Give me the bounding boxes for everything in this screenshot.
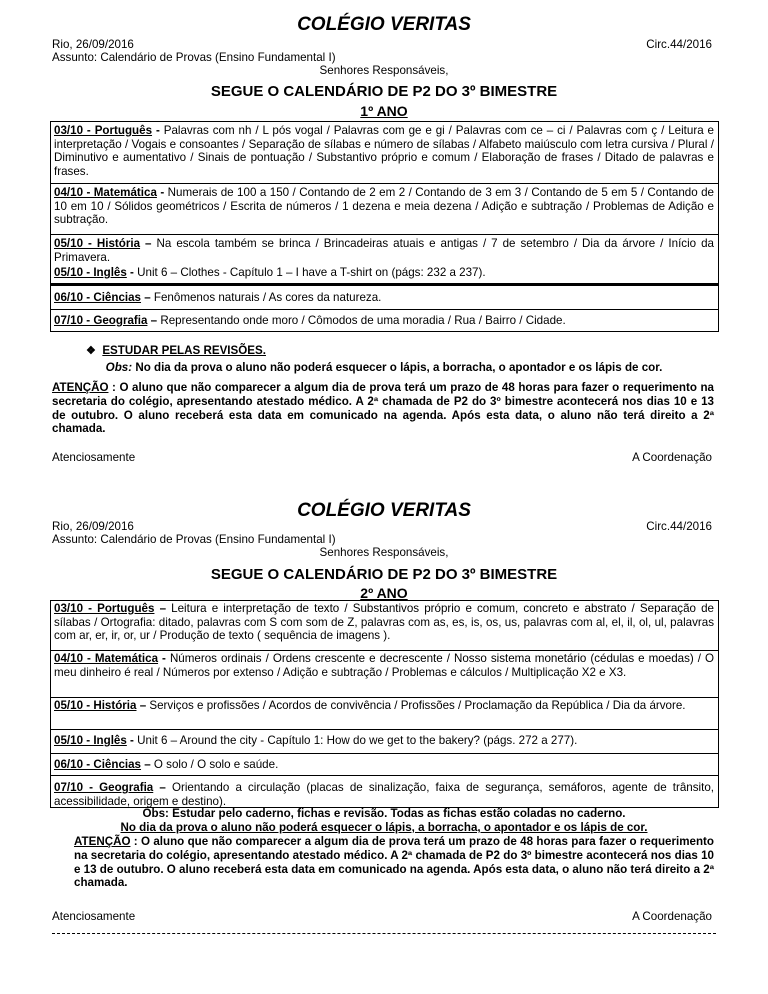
row-content: Na escola também se brinca / Brincadeiras atuais e antigas / 7 de setembro / Dia da árvore / Início da Primavera. (54, 237, 715, 264)
signature-line-2 (52, 910, 712, 923)
table-row: 04/10 - Matemática - Números ordinais / Ordens crescente e decrescente / Nosso sistema monetário (cédulas e moedas) / O meu dinheiro é real / Números por extenso / Adição e subtração / Problemas e cálculos / Multiplicação X2 e X3. (51, 651, 718, 698)
row-date-subject: 07/10 - Geografia (54, 781, 154, 794)
attention-note-2: ATENÇÃO : O aluno que não comparecer a algum dia de prova terá um prazo de 48 horas para fazer o requerimento na secretaria do colégio, apresentando atestado médico. A 2ª chamada de P2 do 3º bimestre acontecerá nos dias 10 e 13 de outubro. O aluno receberá esta data em comunicado na agenda. Após esta data, o aluno não terá direito a 2ª chamada. (74, 835, 714, 890)
headline-2: SEGUE O CALENDÁRIO DE P2 DO 3º BIMESTRE (210, 566, 558, 583)
table-row: 05/10 - História – Na escola também se brinca / Brincadeiras atuais e antigas / 7 de setembro / Dia da árvore / Início da Primavera. (54, 237, 715, 264)
table-row: 03/10 - Português – Leitura e interpretação de texto / Substantivos próprio e comum, concreto e abstrato / Separação de sílabas / Ortografia: ditado, palavras com S com som de Z, palavras com as, es, is, os, us, palavras com al, el, il, ol, ul, palavras com ar, er, ir, or, ur / Produção de texto ( sequência de imagens ). (51, 601, 718, 651)
schedule-table-2 (50, 600, 719, 808)
row-date-subject: 05/10 - Inglês (54, 734, 127, 747)
row-date-subject: 03/10 - Português (54, 124, 153, 137)
schedule-table-1 (50, 121, 719, 332)
signature-line-1 (52, 451, 712, 464)
table-row: 06/10 - Ciências – Fenômenos naturais / As cores da natureza. (51, 286, 718, 310)
obs-note-2: Obs: Estudar pelo caderno, fichas e revisão. Todas as fichas estão coladas no caderno. (142, 807, 626, 820)
row-date-subject: 05/10 - História (54, 699, 137, 712)
closing-1: Atenciosamente (52, 451, 136, 464)
school-name-2: COLÉGIO VERITAS (297, 500, 471, 521)
table-row: 07/10 - Geografia – Representando onde moro / Cômodos de uma moradia / Rua / Bairro / Cidade. (51, 310, 718, 332)
year-title-1: 1º ANO (360, 103, 408, 119)
row-date-subject: 06/10 - Ciências (54, 291, 142, 304)
table-row: 05/10 - História – Serviços e profissões / Acordos de convivência / Profissões / Proclamação da República / Dia da árvore. (51, 698, 718, 730)
cut-line (52, 933, 716, 935)
row-content: Unit 6 – Around the city - Capítulo 1: How do we get to the bakery? (págs. 272 a 277). (137, 734, 578, 747)
signature-1: A Coordenação (632, 451, 712, 464)
remember-note-2: No dia da prova o aluno não poderá esquecer o lápis, a borracha, o apontador e os lápis de cor. (120, 821, 648, 834)
obs-note-1: Obs: No dia da prova o aluno não poderá esquecer o lápis, a borracha, o apontador e os lápis de cor. (105, 361, 663, 374)
signature-2: A Coordenação (632, 910, 712, 923)
row-date-subject: 04/10 - Matemática (54, 652, 159, 665)
subject-2: Assunto: Calendário de Provas (Ensino Fundamental I) (52, 533, 336, 546)
table-row: 06/10 - Ciências – O solo / O solo e saúde. (51, 754, 718, 776)
table-row: 05/10 - Inglês - Unit 6 – Around the city - Capítulo 1: How do we get to the bakery? (págs. 272 a 277). (51, 730, 718, 754)
place-date-1: Rio, 26/09/2016 (52, 38, 134, 51)
row-content: Palavras com nh / L pós vogal / Palavras com ge e gi / Palavras com ce – ci / Palavras com ç / Leitura e interpretação / Vogais e consoantes / Separação de sílabas e número de sílabas / Alfabeto maiúsculo com letra cursiva / Plural / Diminutivo e aumentativo / Sinais de pontuação / Substantivo próprio e comum / Elaboração de frases / Ditado de palavras e frases. (54, 124, 714, 178)
circular-number-1: Circ.44/2016 (646, 38, 712, 51)
row-content: Leitura e interpretação de texto / Substantivos próprio e comum, concreto e abstrato / Separação de sílabas / Ortografia: ditado, palavras com S com som de Z, palavras com as, es, is, os, us, palavras com al, el, il, ol, ul, palavras com ar, er, ir, or, ur / Produção de texto ( sequência de imagens ). (54, 602, 714, 643)
row-content: Números ordinais / Ordens crescente e decrescente / Nosso sistema monetário (cédulas e moedas) / O meu dinheiro é real / Números por extenso / Adição e subtração / Problemas e cálculos / Multiplicação X2 e X3. (54, 652, 715, 679)
row-content: Numerais de 100 a 150 / Contando de 2 em 2 / Contando de 3 em 3 / Contando de 5 em 5 / Contando de 10 em 10 / Sólidos geométricos / Escrita de números / 1 dezena e meia dezena / Adição e subtração / Problemas de Adição e subtração. (54, 186, 714, 227)
row-content: Serviços e profissões / Acordos de convivência / Profissões / Proclamação da República / Dia da árvore. (149, 699, 686, 712)
attention-note-1: ATENÇÃO : O aluno que não comparecer a algum dia de prova terá um prazo de 48 horas para fazer o requerimento na secretaria do colégio, apresentando atestado médico. A 2ª chamada de P2 do 3º bimestre acontecerá nos dias 10 e 13 de outubro. O aluno receberá esta data em comunicado na agenda. Após esta data, o aluno não terá direito a 2ª chamada. (52, 381, 714, 436)
table-row: 07/10 - Geografia – Orientando a circulação (placas de sinalização, faixa de segurança, semáforos, agente de trânsito, acessibilidade, origem e destino). (51, 776, 718, 808)
table-row: 03/10 - Português - Palavras com nh / L pós vogal / Palavras com ge e gi / Palavras com ce – ci / Palavras com ç / Leitura e interpretação / Vogais e consoantes / Separação de sílabas e número de sílabas / Alfabeto maiúsculo com letra cursiva / Plural / Diminutivo e aumentativo / Sinais de pontuação / Substantivo próprio e comum / Elaboração de frases / Ditado de palavras e frases. (51, 122, 718, 184)
row-date-subject: 06/10 - Ciências (54, 758, 142, 771)
row-date-subject: 03/10 - Português (54, 602, 155, 615)
row-date-subject: 04/10 - Matemática (54, 186, 157, 199)
row-date-subject: 05/10 - Inglês (54, 266, 127, 279)
row-content: Unit 6 – Clothes - Capítulo 1 – I have a T-shirt on (págs: 232 a 237). (137, 266, 486, 279)
headline-1: SEGUE O CALENDÁRIO DE P2 DO 3º BIMESTRE (210, 83, 558, 100)
row-content: O solo / O solo e saúde. (153, 758, 279, 771)
row-content: Fenômenos naturais / As cores da natureza. (153, 291, 382, 304)
salutation-1: Senhores Responsáveis, (319, 64, 449, 77)
row-date-subject: 05/10 - História (54, 237, 141, 250)
subject-1: Assunto: Calendário de Provas (Ensino Fundamental I) (52, 51, 336, 64)
row-content: Representando onde moro / Cômodos de uma moradia / Rua / Bairro / Cidade. (160, 314, 566, 327)
table-row: 04/10 - Matemática - Numerais de 100 a 150 / Contando de 2 em 2 / Contando de 3 em 3 / Contando de 5 em 5 / Contando de 10 em 10 / Sólidos geométricos / Escrita de números / 1 dezena e meia dezena / Adição e subtração / Problemas de Adição e subtração. (51, 184, 718, 235)
salutation-2: Senhores Responsáveis, (319, 546, 449, 559)
place-date-2: Rio, 26/09/2016 (52, 520, 134, 533)
row-date-subject: 07/10 - Geografia (54, 314, 148, 327)
circular-number-2: Circ.44/2016 (646, 520, 712, 533)
study-reminder-1: ❖ ESTUDAR PELAS REVISÕES. (86, 344, 266, 357)
diamond-bullet-icon: ❖ (86, 345, 96, 357)
closing-2: Atenciosamente (52, 910, 136, 923)
table-row: 05/10 - Inglês - Unit 6 – Clothes - Capítulo 1 – I have a T-shirt on (págs: 232 a 237). (51, 264, 718, 286)
school-name-1: COLÉGIO VERITAS (297, 14, 471, 35)
row-content: Orientando a circulação (placas de sinalização, faixa de segurança, semáforos, agente de trânsito, acessibilidade, origem e destino). (54, 781, 715, 808)
year-title-2: 2º ANO (360, 585, 408, 601)
